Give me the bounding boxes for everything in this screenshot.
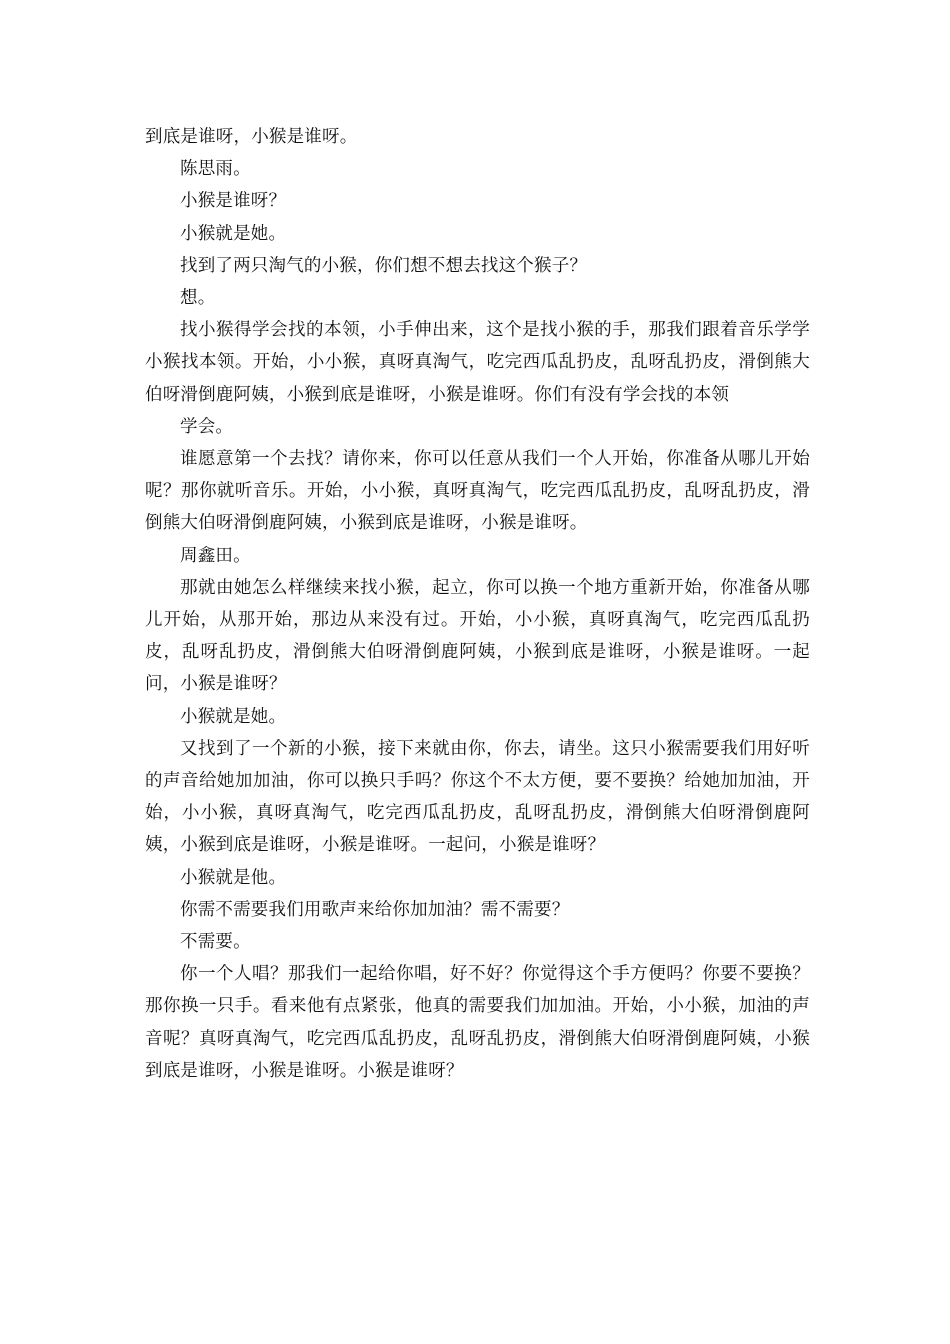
paragraph: 找小猴得学会找的本领，小手伸出来，这个是找小猴的手，那我们跟着音乐学学小猴找本领。开始，小小猴，真呀真淘气，吃完西瓜乱扔皮，乱呀乱扔皮，滑倒熊大伯呀滑倒鹿阿姨，小猴到底是谁呀，小猴是谁呀。你们有没有学会找的本领 [145, 320, 810, 405]
paragraph: 想。 [180, 288, 216, 309]
paragraph: 谁愿意第一个去找？请你来，你可以任意从我们一个人开始，你准备从哪儿开始呢？那你就听音乐。开始，小小猴，真呀真淘气，吃完西瓜乱扔皮，乱呀乱扔皮，滑倒熊大伯呀滑倒鹿阿姨，小猴到底是谁呀，小猴是谁呀。 [145, 449, 810, 534]
paragraph: 找到了两只淘气的小猴，你们想不想去找这个猴子？ [180, 255, 588, 276]
document-body [145, 121, 810, 1087]
paragraph: 小猴就是她。 [180, 223, 287, 244]
paragraph: 小猴就是他。 [180, 867, 287, 888]
paragraph: 陈思雨。 [180, 159, 251, 180]
paragraph: 小猴是谁呀？ [180, 191, 287, 212]
paragraph: 周鑫田。 [180, 545, 251, 566]
paragraph: 到底是谁呀，小猴是谁呀。 [145, 127, 358, 147]
paragraph: 又找到了一个新的小猴，接下来就由你，你去，请坐。这只小猴需要我们用好听的声音给她加加油，你可以换只手吗？你这个不太方便，要不要换？给她加加油，开始，小小猴，真呀真淘气，吃完西瓜乱扔皮，乱呀乱扔皮，滑倒熊大伯呀滑倒鹿阿姨，小猴到底是谁呀，小猴是谁呀。一起问，小猴是谁呀？ [145, 738, 810, 856]
paragraph: 小猴就是她。 [180, 706, 287, 727]
paragraph: 那就由她怎么样继续来找小猴，起立，你可以换一个地方重新开始，你准备从哪儿开始，从那开始，那边从来没有过。开始，小小猴，真呀真淘气，吃完西瓜乱扔皮，乱呀乱扔皮，滑倒熊大伯呀滑倒鹿阿姨，小猴到底是谁呀，小猴是谁呀。一起问，小猴是谁呀？ [145, 577, 810, 695]
paragraph: 你需不需要我们用歌声来给你加加油？需不需要？ [180, 899, 570, 920]
paragraph: 不需要。 [180, 932, 251, 953]
paragraph: 你一个人唱？那我们一起给你唱，好不好？你觉得这个手方便吗？你要不要换？那你换一只手。看来他有点紧张，他真的需要我们加加油。开始，小小猴，加油的声音呢？真呀真淘气，吃完西瓜乱扔皮，乱呀乱扔皮，滑倒熊大伯呀滑倒鹿阿姨，小猴到底是谁呀，小猴是谁呀。小猴是谁呀？ [145, 964, 810, 1081]
paragraph: 学会。 [180, 416, 234, 437]
